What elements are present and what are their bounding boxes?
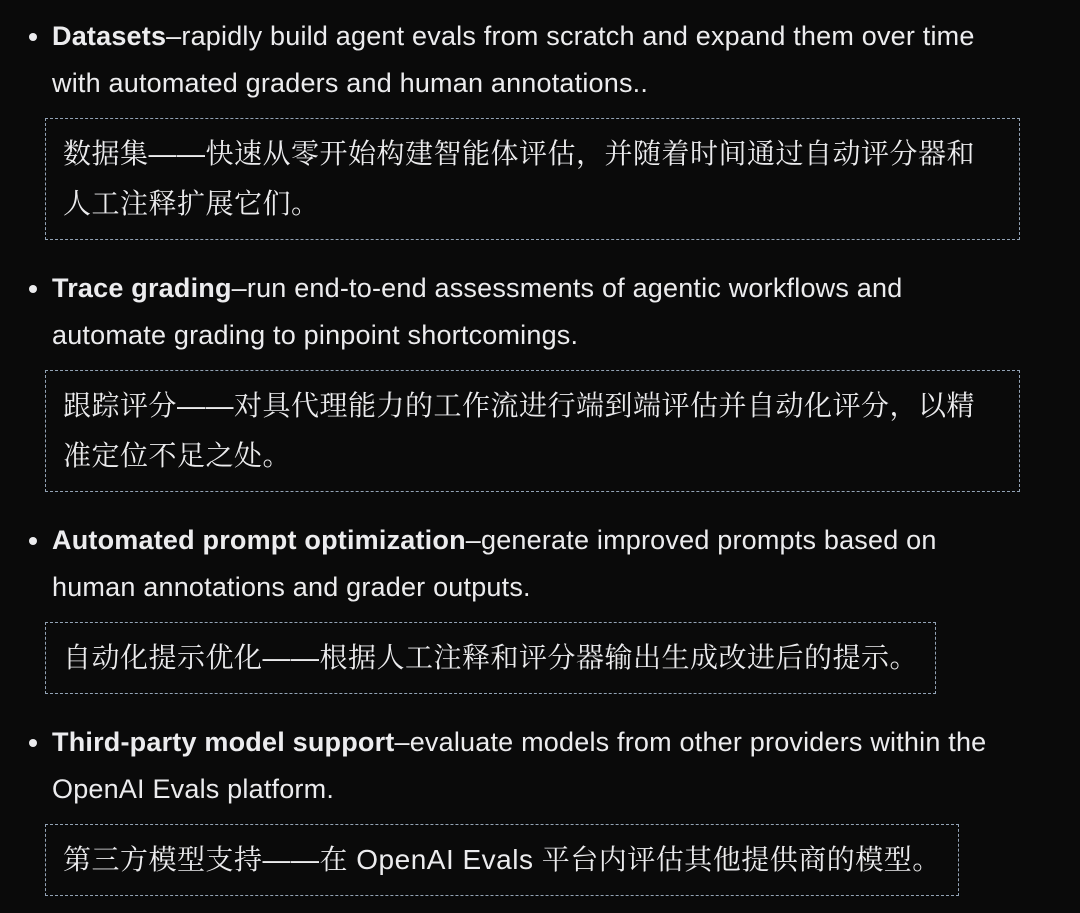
bullet-icon <box>29 33 37 41</box>
feature-term: Datasets <box>52 21 167 51</box>
feature-description: –evaluate models from other providers within the OpenAI Evals platform. <box>52 727 987 804</box>
feature-term: Automated prompt optimization <box>52 525 466 555</box>
bullet-icon <box>29 739 37 747</box>
translation-box <box>45 622 936 694</box>
bullet-entry <box>25 517 1020 611</box>
feature-description: –generate improved prompts based on human annotations and grader outputs. <box>52 525 937 602</box>
bullet-entry <box>25 719 1020 813</box>
feature-term: Third-party model support <box>52 727 395 757</box>
list-item <box>25 517 1020 694</box>
feature-list <box>25 13 1020 896</box>
translation-text: 数据集——快速从零开始构建智能体评估，并随着时间通过自动评分器和人工注释扩展它们。 <box>63 138 976 219</box>
translation-box <box>45 370 1020 492</box>
translation-text: 第三方模型支持——在 OpenAI Evals 平台内评估其他提供商的模型。 <box>63 844 941 875</box>
bullet-icon <box>29 285 37 293</box>
translation-box <box>45 824 959 896</box>
feature-description: –rapidly build agent evals from scratch and expand them over time with automated graders and human annotations.. <box>52 21 975 98</box>
bullet-entry <box>25 13 1020 107</box>
translation-text: 自动化提示优化——根据人工注释和评分器输出生成改进后的提示。 <box>63 642 919 673</box>
feature-description: –run end-to-end assessments of agentic workflows and automate grading to pinpoint shortcomings. <box>52 273 903 350</box>
translation-text: 跟踪评分——对具代理能力的工作流进行端到端评估并自动化评分，以精准定位不足之处。 <box>63 390 976 471</box>
bullet-icon <box>29 537 37 545</box>
list-item <box>25 265 1020 492</box>
list-item <box>25 13 1020 240</box>
feature-term: Trace grading <box>52 273 232 303</box>
translation-box <box>45 118 1020 240</box>
bullet-entry <box>25 265 1020 359</box>
list-item <box>25 719 1020 896</box>
